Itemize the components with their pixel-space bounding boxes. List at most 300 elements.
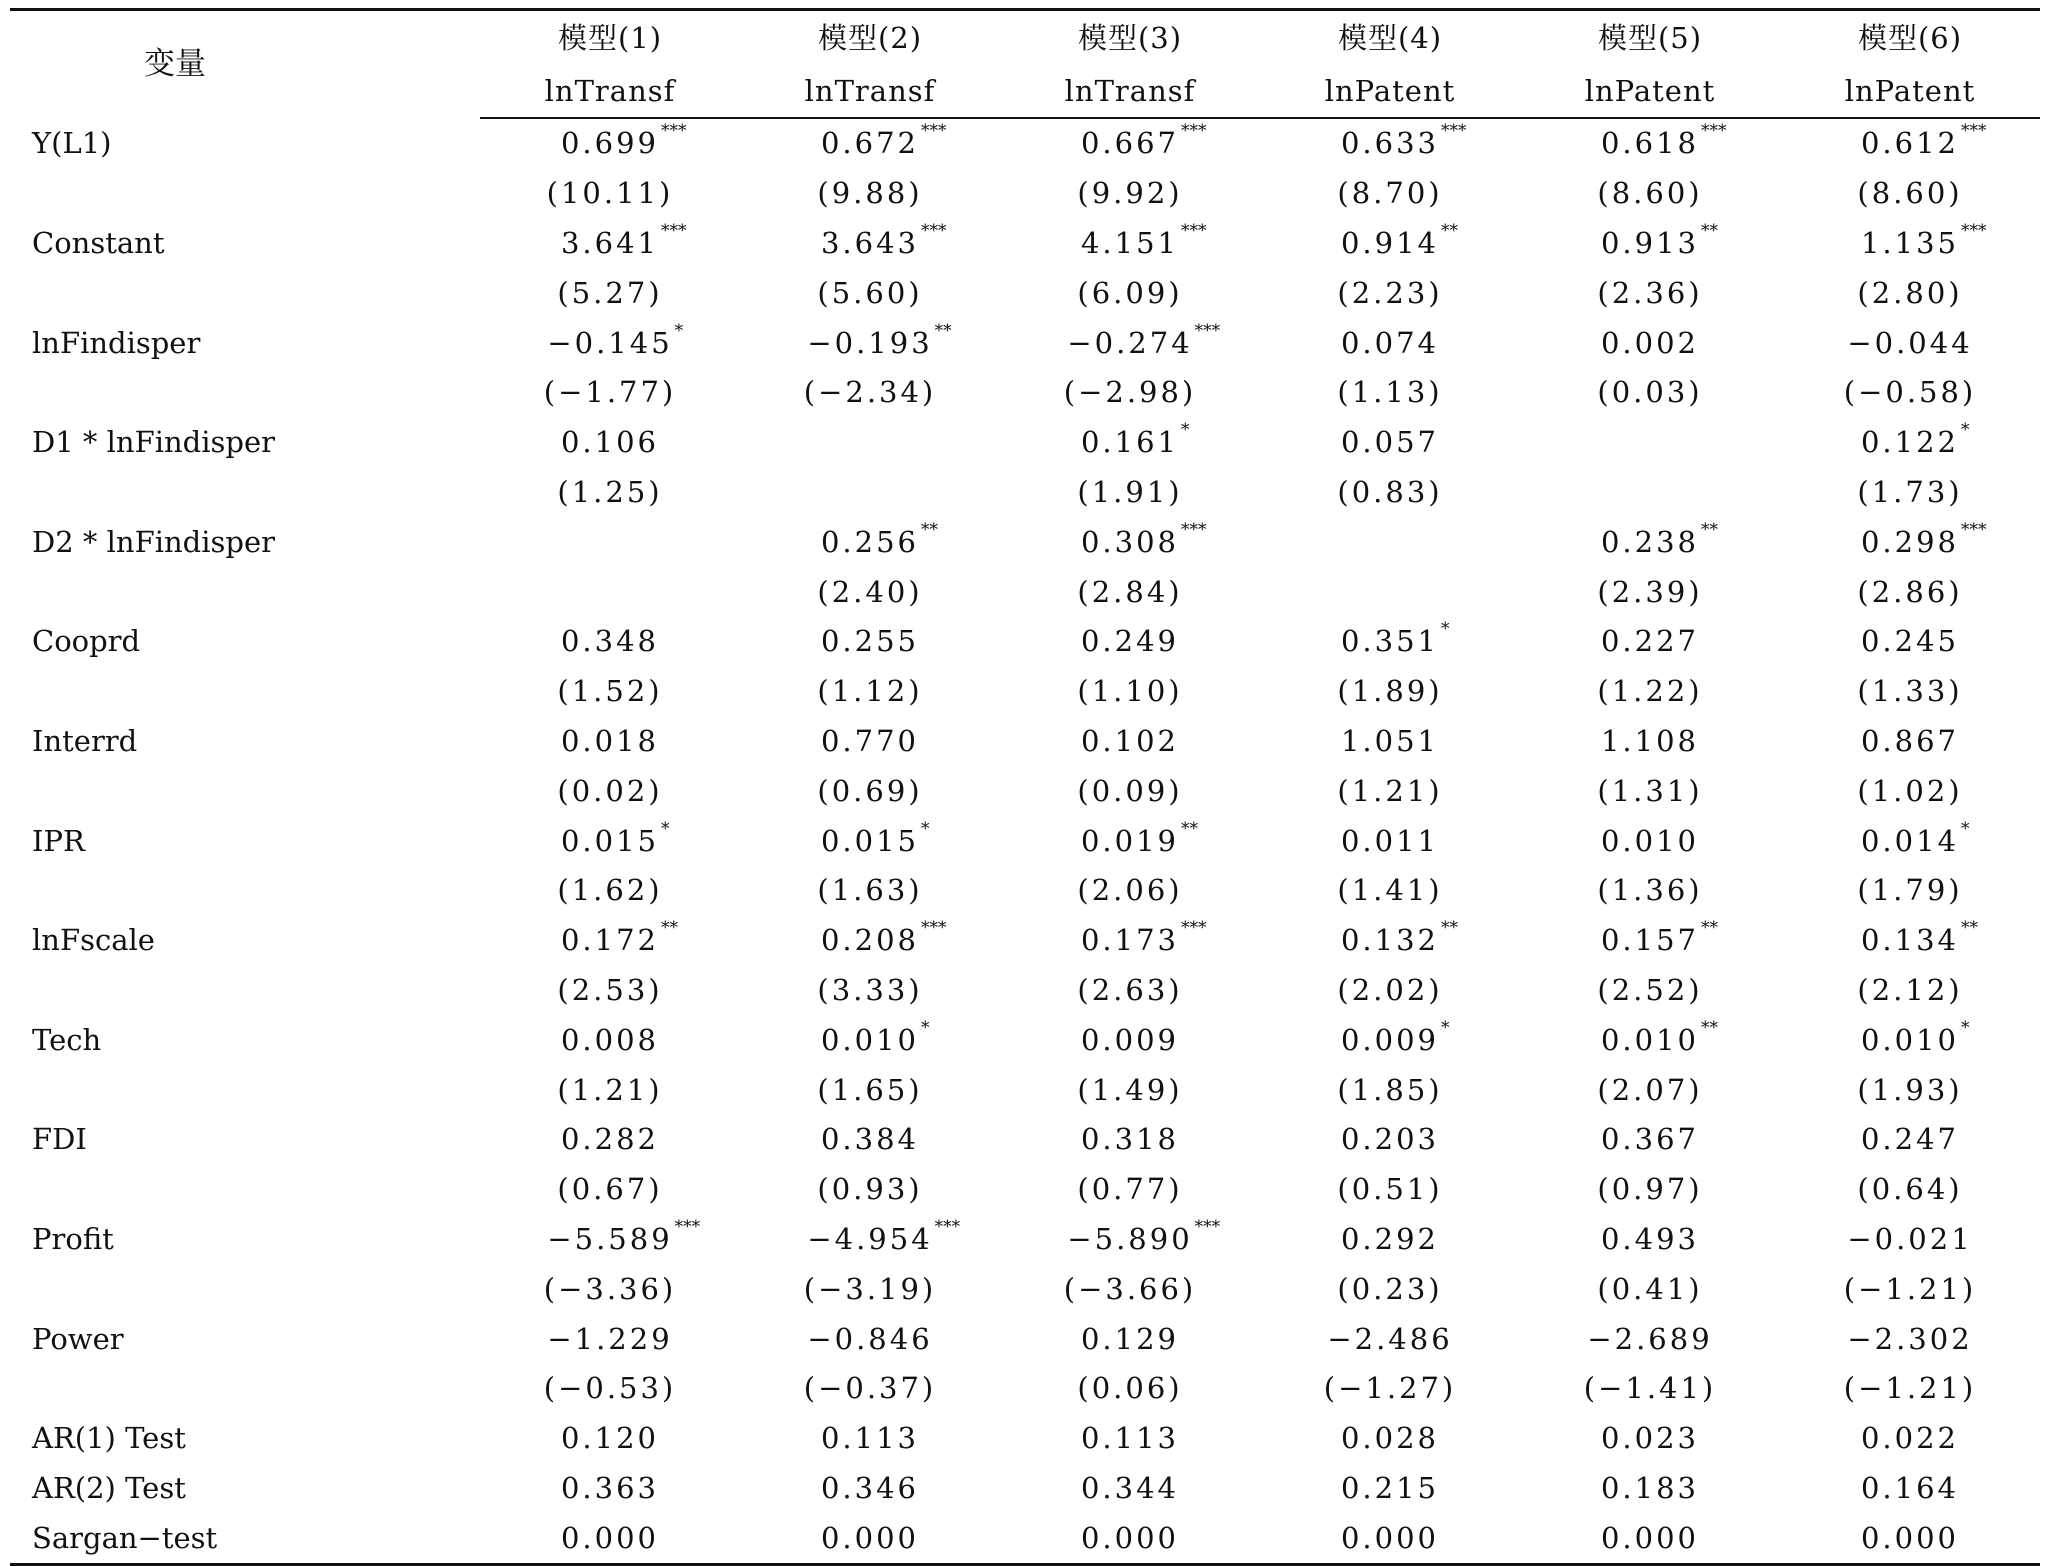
coef-cell [1000,617,1260,667]
coef-cell [1260,717,1520,767]
tstat-cell-content [557,773,663,808]
tstat-cell [1520,268,1780,318]
tstat-cell-value: (2.53) [557,972,663,1007]
tstat-row [10,567,2040,617]
test-value-cell-content [560,1421,660,1456]
tstat-cell-value: (2.80) [1857,275,1963,310]
tstat-cell [480,368,740,418]
tstat-cell-content [1337,972,1443,1007]
coef-cell-value: 0.008 [560,1022,660,1057]
coef-cell-content [1600,220,1719,260]
tstat-cell-content [1597,674,1703,709]
coef-cell [1520,816,1780,866]
tstat-cell [1260,268,1520,318]
coef-cell-value: 0.011 [1340,823,1440,858]
coef-cell-value: 0.157 [1600,923,1700,958]
test-value-cell-content [1340,1421,1440,1456]
significance-stars: * [921,818,930,839]
coef-cell-value: 0.172 [560,923,660,958]
variable-name: Profit [32,1221,114,1256]
tstat-cell-content [1857,176,1963,211]
tstat-row [10,1165,2040,1215]
coef-cell-value: 0.493 [1600,1221,1700,1256]
blank-cell [10,1165,480,1215]
coef-cell-content [547,1321,673,1356]
coef-cell-value: 0.245 [1860,624,1960,659]
tstat-cell-value: (1.13) [1337,375,1443,410]
tstat-cell [1780,766,2040,816]
significance-stars: ** [1441,220,1459,241]
coef-cell-value: 0.227 [1600,624,1700,659]
coef-cell-content [1080,420,1190,460]
tstat-cell-value: (1.52) [557,674,663,709]
coef-cell [1260,418,1520,468]
coef-cell [480,418,740,468]
coef-cell-content [1080,121,1207,161]
coef-cell [1780,617,2040,667]
blank-cell [10,1065,480,1115]
tstat-cell [480,1065,740,1115]
tstat-cell [1000,567,1260,617]
coef-cell [480,517,740,567]
test-value-cell-value: 0.022 [1860,1421,1960,1456]
dependent-2-header: lnTransf [740,65,1000,118]
tstat-cell-content [1583,1371,1717,1406]
variable-name: lnFscale [32,923,155,958]
tstat-row [10,966,2040,1016]
significance-stars: *** [661,220,687,241]
blank-cell [10,966,480,1016]
coef-cell-value: 0.002 [1600,325,1700,360]
significance-stars: *** [1181,519,1207,540]
test-value-cell-content [1600,1470,1700,1505]
coef-cell-content [1080,624,1180,659]
coef-cell [1780,517,2040,567]
coef-cell-content [1860,220,1987,260]
coef-cell-content [1860,624,1960,659]
tstat-cell-content [557,674,663,709]
coef-cell-value: 0.308 [1080,524,1180,559]
coef-cell-content [560,918,679,958]
tstat-cell-value: (−2.34) [803,375,937,410]
coef-cell-content [1080,723,1180,758]
tstat-cell-content [1063,1271,1197,1306]
tstat-cell-value: (0.67) [557,1172,663,1207]
tstat-cell-value: (1.49) [1077,1072,1183,1107]
header-row-models [10,10,2040,66]
tstat-cell-value: (1.79) [1857,873,1963,908]
coef-cell-content [547,1216,701,1256]
coef-cell-content [1340,723,1440,758]
tstat-cell-value: (1.10) [1077,674,1183,709]
significance-stars: *** [1701,121,1727,142]
coef-cell-value: 0.367 [1600,1122,1700,1157]
test-value-cell-value: 0.028 [1340,1421,1440,1456]
tstat-cell-value: (5.60) [817,275,923,310]
tstat-cell-value: (0.03) [1597,375,1703,410]
blank-cell [10,169,480,219]
tstat-cell-content [543,1271,677,1306]
coef-cell [1520,1314,1780,1364]
tstat-cell-value: (1.12) [817,674,923,709]
table-body [10,118,2040,1565]
coef-cell-content [1340,1122,1440,1157]
tstat-cell-content [1337,275,1443,310]
tstat-cell-content [546,176,674,211]
coef-cell [1780,1215,2040,1265]
coef-cell-value: 0.667 [1080,126,1180,161]
test-value-cell [740,1513,1000,1564]
tstat-cell-value: (−1.21) [1843,1371,1977,1406]
tstat-cell [740,1165,1000,1215]
coef-cell-content [1600,519,1719,559]
tstat-cell-content [1597,1172,1703,1207]
test-value-cell-content [1340,1520,1440,1555]
coef-cell-content [1327,1321,1453,1356]
significance-stars: * [1961,420,1970,441]
tstat-cell [1260,468,1520,518]
coef-cell-content [1600,624,1700,659]
coef-cell-value: 0.247 [1860,1122,1960,1157]
significance-stars: * [1961,818,1970,839]
variable-name: Interrd [32,723,138,758]
significance-stars: * [921,1017,930,1038]
coef-cell-content [1600,723,1700,758]
coef-cell-value: −5.890 [1067,1221,1193,1256]
coef-cell-value: 0.249 [1080,624,1180,659]
tstat-cell [1780,169,2040,219]
coef-cell-content [820,1122,920,1157]
variable-name: Y(L1) [32,125,112,160]
coef-row [10,717,2040,767]
coef-row [10,418,2040,468]
tstat-cell-value: (1.65) [817,1072,923,1107]
test-name: AR(2) Test [32,1470,186,1505]
coef-cell-content [1600,918,1719,958]
tstat-cell-content [557,275,663,310]
coef-cell [1000,418,1260,468]
tstat-cell-value: (3.33) [817,972,923,1007]
dependent-1-header: lnTransf [480,65,740,118]
coef-row [10,1015,2040,1065]
coef-cell-value: 0.672 [820,126,920,161]
significance-stars: ** [1181,818,1199,839]
tstat-cell-value: (2.12) [1857,972,1963,1007]
coef-row [10,916,2040,966]
coef-cell-value: 3.641 [560,225,660,260]
variable-name: FDI [32,1122,87,1157]
significance-stars: ** [934,320,952,341]
tstat-cell-content [1337,375,1443,410]
test-value-cell-value: 0.120 [560,1421,660,1456]
tstat-cell [740,268,1000,318]
coef-cell-value: −0.274 [1067,325,1193,360]
tstat-cell [1260,1364,1520,1414]
coef-cell-value: 0.015 [560,823,660,858]
tstat-cell [1000,1264,1260,1314]
tstat-cell [1520,368,1780,418]
significance-stars: ** [1701,1017,1719,1038]
coef-cell [1520,916,1780,966]
coef-cell [740,118,1000,169]
significance-stars: *** [1961,519,1987,540]
coef-cell-value: 0.618 [1600,126,1700,161]
tstat-cell-value: (2.86) [1857,574,1963,609]
tstat-cell-content [817,574,923,609]
significance-stars: *** [1194,320,1221,341]
tstat-cell-value: (−2.98) [1063,375,1197,410]
tstat-cell [740,766,1000,816]
tstat-cell [480,567,740,617]
tstat-cell-content [803,375,937,410]
test-value-cell [1000,1414,1260,1464]
model-1-header: 模型(1) [480,10,740,66]
test-row [10,1464,2040,1514]
test-value-cell-value: 0.000 [1860,1520,1960,1555]
test-value-cell-content [1860,1421,1960,1456]
coef-cell-content [560,723,660,758]
variable-name: lnFindisper [32,325,201,360]
tstat-cell [1260,866,1520,916]
test-value-cell [1780,1513,2040,1564]
significance-stars: *** [934,1216,961,1237]
coef-cell [1260,1015,1520,1065]
tstat-cell-value: (2.23) [1337,275,1443,310]
coef-cell-value: −5.589 [547,1221,673,1256]
tstat-cell-value: (2.07) [1597,1072,1703,1107]
tstat-cell-content [1857,275,1963,310]
tstat-cell-content [1857,674,1963,709]
tstat-cell [1260,966,1520,1016]
tstat-cell [1000,468,1260,518]
coef-cell [1000,219,1260,269]
tstat-cell [1000,1065,1260,1115]
significance-stars: *** [674,1216,701,1237]
test-value-cell [1260,1464,1520,1514]
coef-cell-content [1600,823,1700,858]
tstat-cell [1520,966,1780,1016]
tstat-row [10,169,2040,219]
coef-cell-content [560,121,687,161]
tstat-cell [1780,1165,2040,1215]
coef-cell-value: 0.351 [1340,624,1440,659]
test-value-cell [1780,1464,2040,1514]
tstat-cell-content [1597,275,1703,310]
test-value-cell-value: 0.113 [1080,1421,1180,1456]
test-value-cell-content [1080,1421,1180,1456]
significance-stars: *** [921,220,947,241]
coef-cell-value: 0.014 [1860,823,1960,858]
significance-stars: * [1441,619,1450,640]
coef-cell [480,1015,740,1065]
coef-cell-value: 0.292 [1340,1221,1440,1256]
test-value-cell-value: 0.000 [560,1520,660,1555]
coef-cell-content [820,121,947,161]
tstat-cell-content [1077,1371,1183,1406]
coef-cell-content [820,723,920,758]
coef-cell-value: 0.010 [1600,823,1700,858]
coef-cell-value: 0.867 [1860,723,1960,758]
test-value-cell [1260,1414,1520,1464]
tstat-cell-value: (1.41) [1337,873,1443,908]
tstat-cell-value: (1.73) [1857,474,1963,509]
coef-cell [480,219,740,269]
tstat-cell [1260,1264,1520,1314]
tstat-cell-content [1337,474,1443,509]
coef-cell-content [1080,1022,1180,1057]
tstat-row [10,667,2040,717]
test-value-cell [480,1513,740,1564]
tstat-cell-value: (−1.41) [1583,1371,1717,1406]
coef-cell [1260,916,1520,966]
regression-table-container [10,8,2040,1566]
tstat-cell-content [1597,574,1703,609]
test-value-cell-value: 0.023 [1600,1421,1700,1456]
tstat-cell [1000,1364,1260,1414]
tstat-cell-content [817,773,923,808]
coef-cell-content [807,320,952,360]
coef-cell-value: 0.348 [560,624,660,659]
tstat-cell [1780,1364,2040,1414]
coef-cell-content [1340,425,1440,460]
test-value-cell-value: 0.346 [820,1470,920,1505]
variable-name: D2 * lnFindisper [32,524,275,559]
coef-cell [1520,418,1780,468]
tstat-row [10,1264,2040,1314]
coef-cell [480,1115,740,1165]
coef-cell-content [1600,325,1700,360]
test-value-cell-value: 0.183 [1600,1470,1700,1505]
tstat-cell [480,268,740,318]
coef-cell-content [1340,220,1459,260]
tstat-cell [740,1264,1000,1314]
tstat-cell-value: (2.36) [1597,275,1703,310]
tstat-cell-content [1597,375,1703,410]
coef-cell-content [1067,1216,1221,1256]
test-value-cell-value: 0.113 [820,1421,920,1456]
coef-cell-value: 0.255 [820,624,920,659]
tstat-cell [1260,567,1520,617]
test-value-cell-content [820,1421,920,1456]
coef-cell-content [1860,918,1979,958]
tstat-cell [1000,866,1260,916]
coef-cell [1520,1115,1780,1165]
significance-stars: *** [1194,1216,1221,1237]
blank-cell [10,368,480,418]
coef-cell-value: 0.074 [1340,325,1440,360]
tstat-cell [1780,468,2040,518]
tstat-cell-value: (1.33) [1857,674,1963,709]
tstat-cell-content [557,1172,663,1207]
coef-cell [1780,418,2040,468]
coef-cell-content [1860,723,1960,758]
coef-cell [1000,1215,1260,1265]
tstat-cell [1780,268,2040,318]
coef-cell-content [1080,918,1207,958]
tstat-cell-value: (1.25) [557,474,663,509]
tstat-cell [1000,268,1260,318]
coef-cell-content [560,818,670,858]
significance-stars: *** [1441,121,1467,142]
significance-stars: *** [921,121,947,142]
coef-cell-value: 0.009 [1080,1022,1180,1057]
coef-cell [1000,318,1260,368]
coef-cell [1000,1115,1260,1165]
tstat-cell [740,567,1000,617]
test-value-cell [1520,1513,1780,1564]
coef-cell-content [1340,619,1450,659]
coef-cell [740,219,1000,269]
tstat-cell [1780,567,2040,617]
tstat-cell [1520,169,1780,219]
coef-cell-content [560,1122,660,1157]
regression-table [10,8,2040,1566]
tstat-cell-value: (0.41) [1597,1271,1703,1306]
coef-cell [1780,916,2040,966]
coef-cell-value: −0.193 [807,325,933,360]
coef-cell-content [1860,1122,1960,1157]
tstat-cell [480,1364,740,1414]
significance-stars: * [1181,420,1190,441]
coef-cell [1000,717,1260,767]
coef-cell [1000,517,1260,567]
tstat-cell-content [1077,773,1183,808]
tstat-cell-content [1597,176,1703,211]
tstat-cell-content [543,1371,677,1406]
tstat-cell-content [1597,1271,1703,1306]
coef-cell [1000,118,1260,169]
coef-cell [740,816,1000,866]
tstat-cell [1260,368,1520,418]
coef-cell-content [1860,1017,1970,1057]
coef-cell [1780,816,2040,866]
coef-cell [1780,1115,2040,1165]
coef-cell-content [1340,823,1440,858]
coef-cell [1520,118,1780,169]
tstat-cell [1520,1165,1780,1215]
coef-cell-content [1080,1321,1180,1356]
test-value-cell-value: 0.344 [1080,1470,1180,1505]
coef-cell-value: 0.019 [1080,823,1180,858]
coef-cell-value: −2.302 [1847,1321,1973,1356]
coef-cell [1000,916,1260,966]
coef-cell [740,318,1000,368]
coef-cell-value: 0.161 [1080,425,1180,460]
coef-cell-value: 0.010 [820,1022,920,1057]
tstat-row [10,368,2040,418]
test-value-cell-value: 0.000 [1600,1520,1700,1555]
test-value-cell [480,1414,740,1464]
coef-cell-value: 0.057 [1340,425,1440,460]
tstat-cell [1520,567,1780,617]
significance-stars: ** [1701,519,1719,540]
tstat-cell-value: (9.88) [817,176,923,211]
coef-cell-content [820,220,947,260]
tstat-cell-content [1077,275,1183,310]
tstat-row [10,766,2040,816]
coef-cell-value: 0.018 [560,723,660,758]
tstat-cell-content [557,474,663,509]
coef-row [10,1215,2040,1265]
coef-cell-value: 0.282 [560,1122,660,1157]
coef-cell [480,1215,740,1265]
coef-cell-value: 0.015 [820,823,920,858]
tstat-cell-value: (−0.37) [803,1371,937,1406]
tstat-cell [480,966,740,1016]
tstat-cell [1520,1264,1780,1314]
tstat-cell-value: (−1.21) [1843,1271,1977,1306]
tstat-cell-content [1337,176,1443,211]
